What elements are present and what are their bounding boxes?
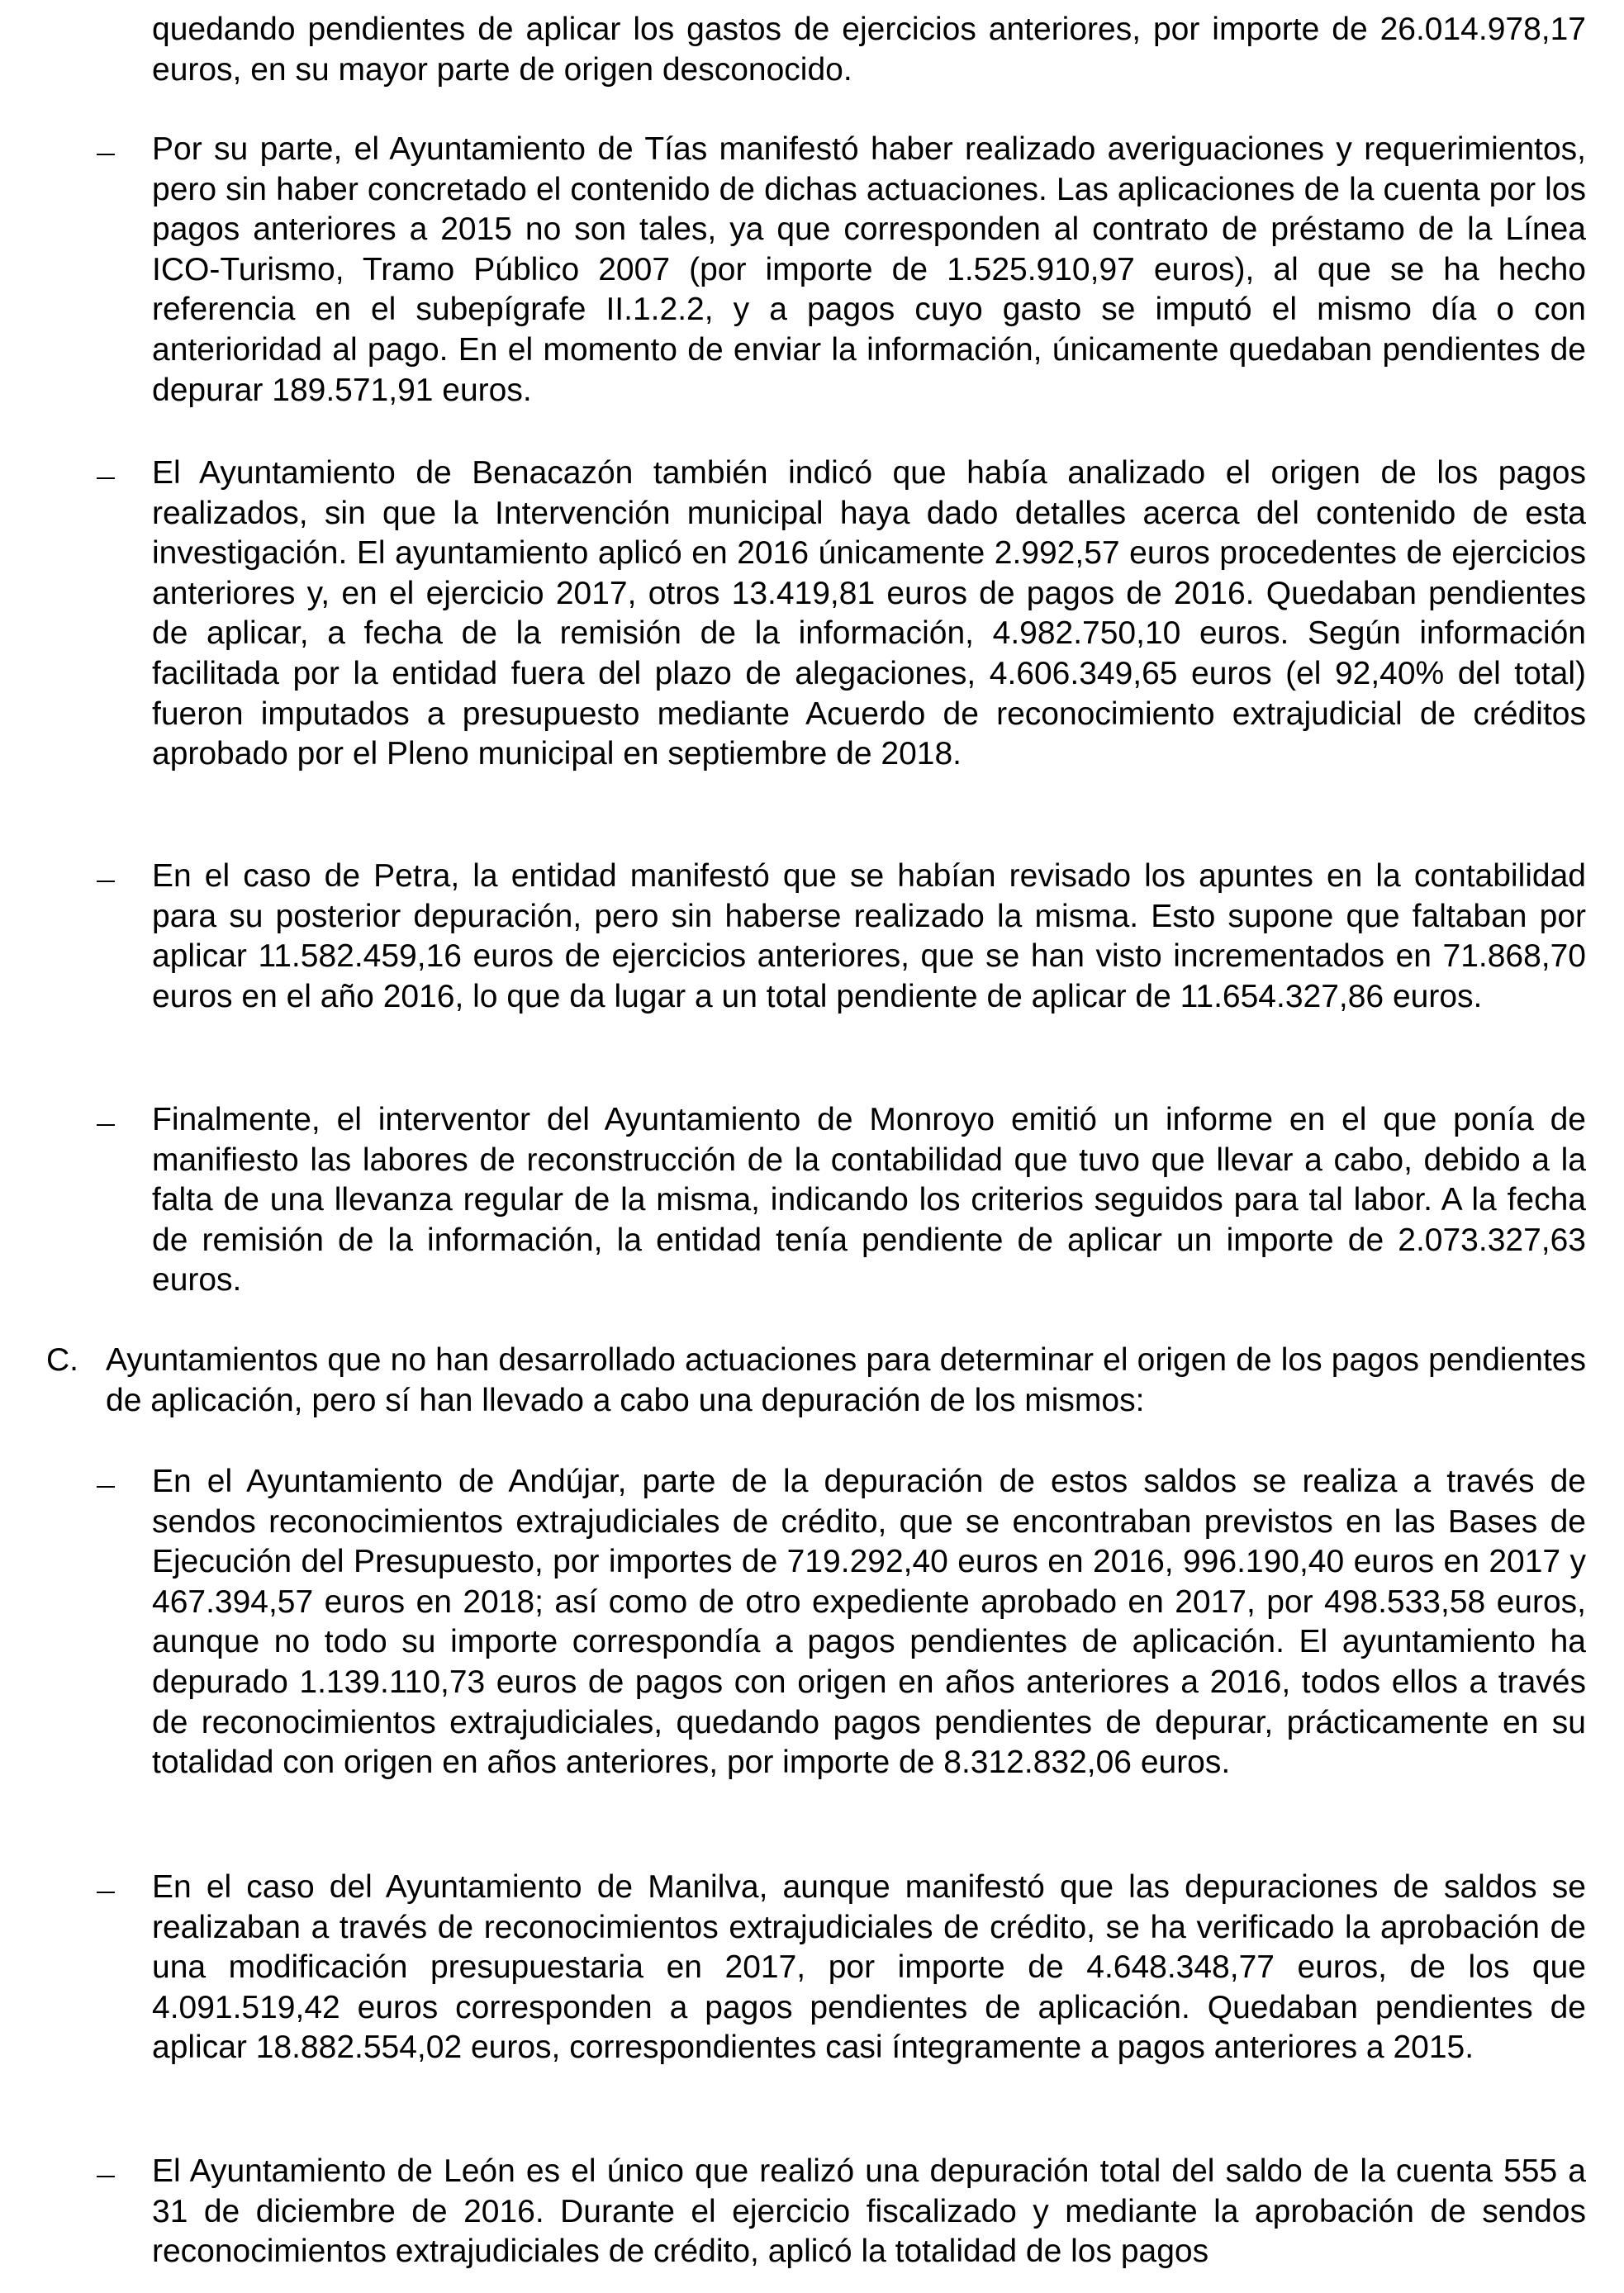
- bullet-dash: [97, 1892, 115, 1893]
- paragraph-monroyo: Finalmente, el interventor del Ayuntamiento de Monroyo emitió un informe en el que ponía de manifiesto las labores de reconstrucción de la contabilidad que tuvo que llevar a cabo, debido a la falta de una llevanza regular de la misma, indicando los criterios seguidos para tal labor. A la fecha de remisión de la información, la entidad tenía pendiente de aplicar un importe de 2.073.327,63 euros.: [152, 1102, 1586, 1298]
- bullet-dash: [97, 881, 115, 882]
- section-c-letter: C.: [46, 1342, 78, 1378]
- paragraph-manilva: En el caso del Ayuntamiento de Manilva, aunque manifestó que las depuraciones de saldos se realizaban a través de reconocimientos extrajudiciales de crédito, se ha verificado la aprobación de una modificación presupuestaria en 2017, por importe de 4.648.348,77 euros, de los que 4.091.519,42 euros corresponden a pagos pendientes de aplicación. Quedaban pendientes de aplicar 18.882.554,02 euros, correspondientes casi íntegramente a pagos anteriores a 2015.: [152, 1869, 1586, 2066]
- paragraph-andujar: En el Ayuntamiento de Andújar, parte de la depuración de estos saldos se realiza a través de sendos reconocimientos extrajudiciales de crédito, que se encontraban previstos en las Bases de Ejecución del Presupuesto, por importes de 719.292,40 euros en 2016, 996.190,40 euros en 2017 y 467.394,57 euros en 2018; así como de otro expediente aprobado en 2017, por 498.533,58 euros, aunque no todo su importe correspondía a pagos pendientes de aplicación. El ayuntamiento ha depurado 1.139.110,73 euros de pagos con origen en años anteriores a 2016, todos ellos a través de reconocimientos extrajudiciales, quedando pagos pendientes de depurar, prácticamente en su totalidad con origen en años anteriores, por importe de 8.312.832,06 euros.: [152, 1464, 1586, 1781]
- bullet-dash: [97, 154, 115, 155]
- paragraph-tias: Por su parte, el Ayuntamiento de Tías manifestó haber realizado averiguaciones y requerimientos, pero sin haber concretado el contenido de dichas actuaciones. Las aplicaciones de la cuenta por los pagos anteriores a 2015 no son tales, ya que corresponden al contrato de préstamo de la Línea ICO-Turismo, Tramo Público 2007 (por importe de 1.525.910,97 euros), al que se ha hecho referencia en el subepígrafe II.1.2.2, y a pagos cuyo gasto se imputó el mismo día o con anterioridad al pago. En el momento de enviar la información, únicamente quedaban pendientes de depurar 189.571,91 euros.: [152, 131, 1586, 408]
- bullet-dash: [97, 477, 115, 479]
- bullet-dash: [97, 1486, 115, 1488]
- paragraph-continuation: quedando pendientes de aplicar los gastos de ejercicios anteriores, por importe de 26.014.978,17 euros, en su mayor parte de origen desconocido.: [152, 12, 1586, 88]
- bullet-dash: [97, 1124, 115, 1126]
- bullet-dash: [97, 2176, 115, 2177]
- paragraph-petra: En el caso de Petra, la entidad manifestó que se habían revisado los apuntes en la contabilidad para su posterior depuración, pero sin haberse realizado la misma. Esto supone que faltaban por aplicar 11.582.459,16 euros de ejercicios anteriores, que se han visto incrementados en 71.868,70 euros en el año 2016, lo que da lugar a un total pendiente de aplicar de 11.654.327,86 euros.: [152, 858, 1586, 1014]
- paragraph-leon: El Ayuntamiento de León es el único que realizó una depuración total del saldo de la cuenta 555 a 31 de diciembre de 2016. Durante el ejercicio fiscalizado y mediante la aprobación de sendos reconocimientos extrajudiciales de crédito, aplicó la totalidad de los pagos: [152, 2153, 1586, 2270]
- section-c-heading: Ayuntamientos que no han desarrollado actuaciones para determinar el origen de los pagos pendientes de aplicación, pero sí han llevado a cabo una depuración de los mismos:: [106, 1342, 1586, 1418]
- paragraph-benacazon: El Ayuntamiento de Benacazón también indicó que había analizado el origen de los pagos realizados, sin que la Intervención municipal haya dado detalles acerca del contenido de esta investigación. El ayuntamiento aplicó en 2016 únicamente 2.992,57 euros procedentes de ejercicios anteriores y, en el ejercicio 2017, otros 13.419,81 euros de pagos de 2016. Quedaban pendientes de aplicar, a fecha de la remisión de la información, 4.982.750,10 euros. Según información facilitada por la entidad fuera del plazo de alegaciones, 4.606.349,65 euros (el 92,40% del total) fueron imputados a presupuesto mediante Acuerdo de reconocimiento extrajudicial de créditos aprobado por el Pleno municipal en septiembre de 2018.: [152, 455, 1586, 772]
